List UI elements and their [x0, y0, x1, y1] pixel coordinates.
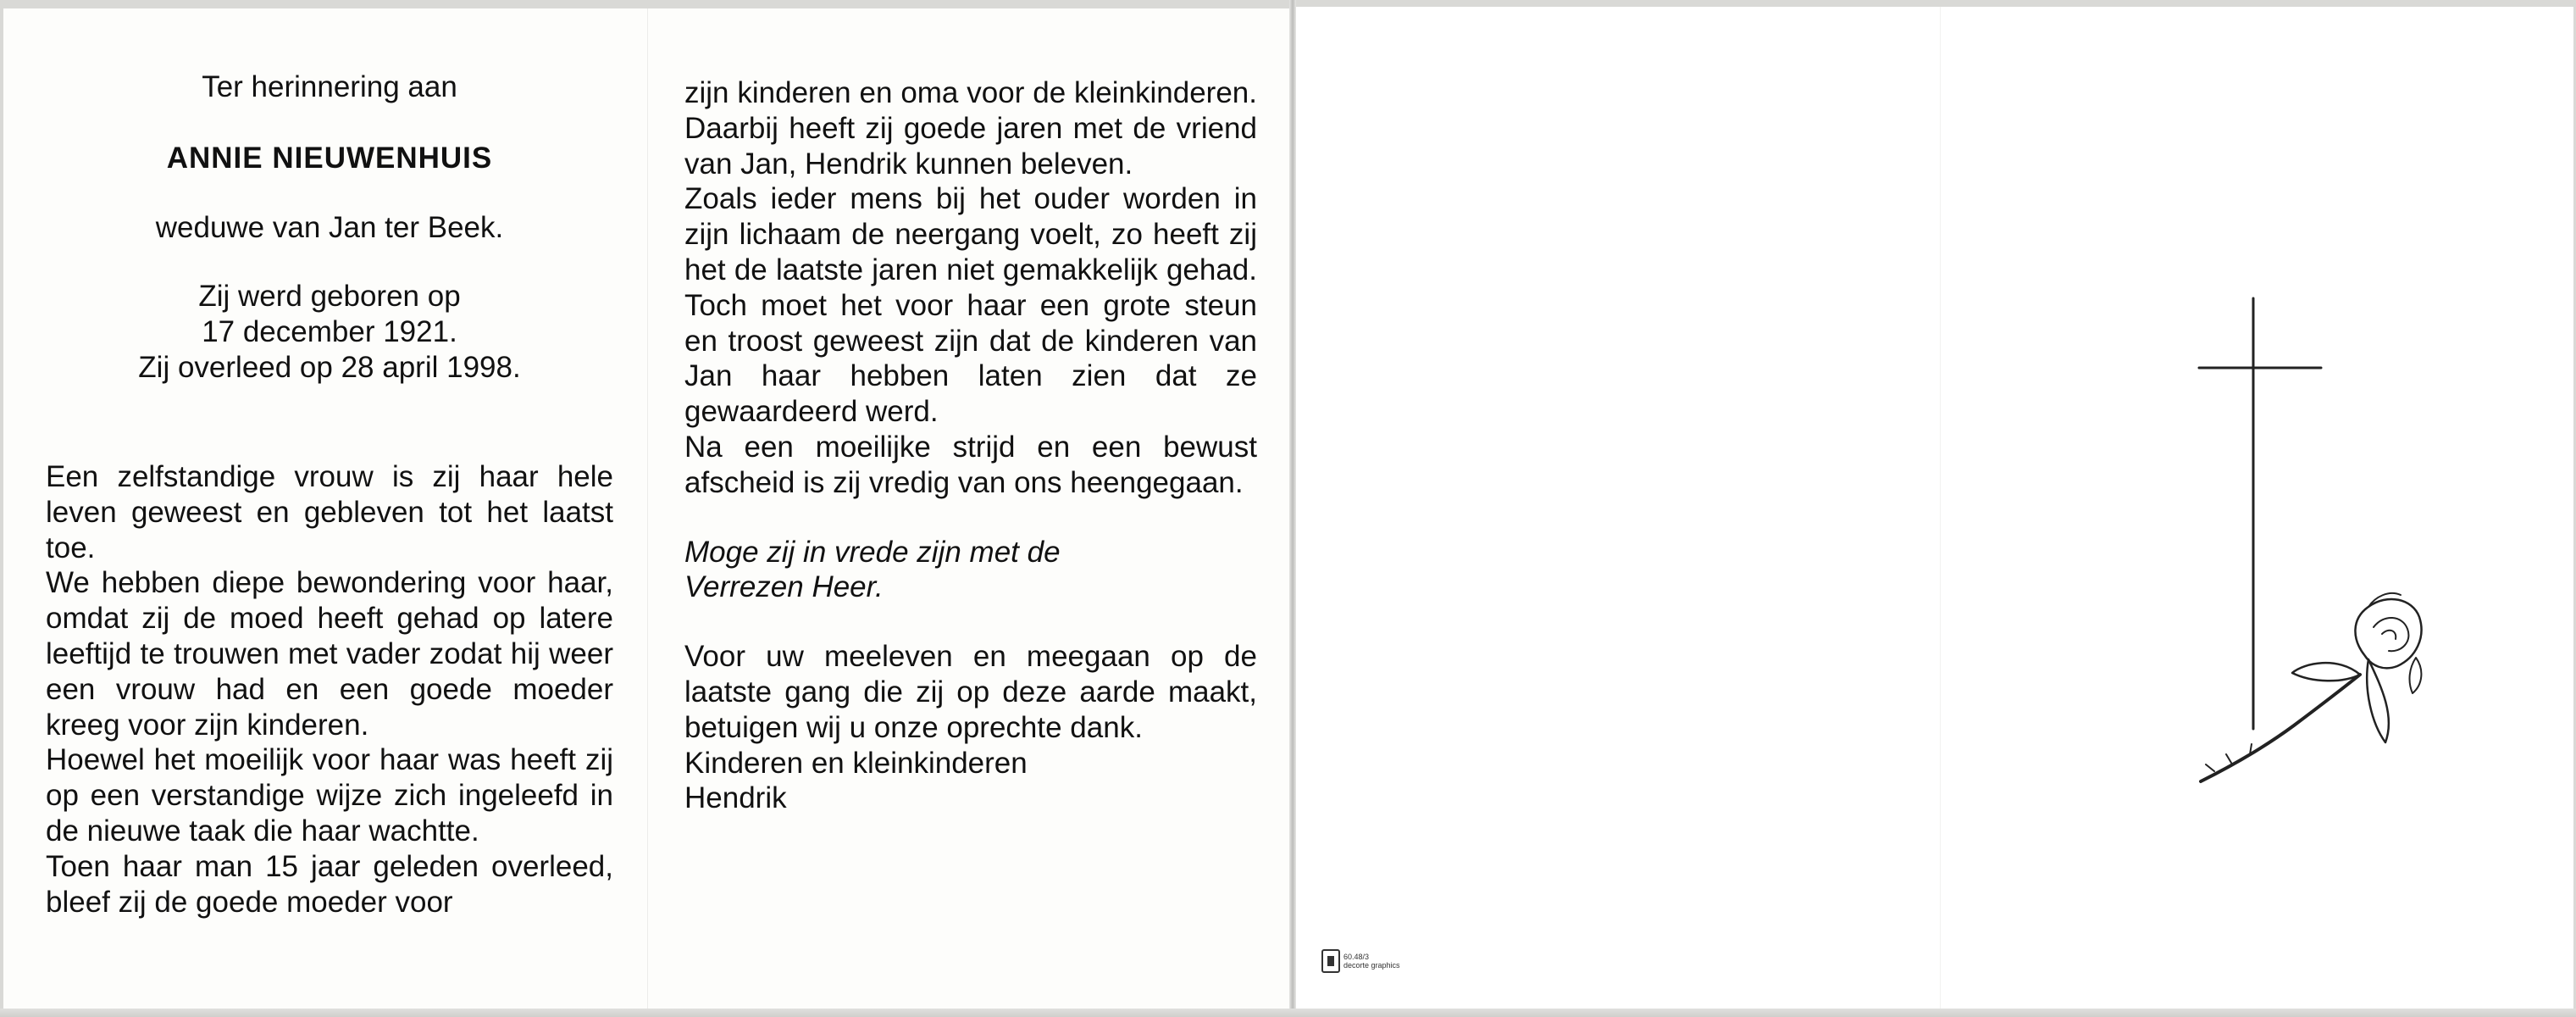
deceased-name: ANNIE NIEUWENHUIS — [166, 141, 493, 175]
intro-heading: Ter herinnering aan — [202, 70, 457, 103]
signature-line: Hendrik — [684, 781, 787, 815]
cross-with-rose-icon — [2194, 292, 2423, 800]
logo-text — [1343, 953, 1400, 970]
signature-line: Kinderen en kleinkinderen — [684, 746, 1028, 780]
birth-date: 17 december 1921. — [202, 315, 457, 349]
logo-code: 60.48/3 — [1343, 953, 1370, 961]
logo-brand: decorte graphics — [1343, 961, 1400, 970]
paragraph: Toen haar man 15 jaar geleden overleed, bleef zij de goede moeder voor — [46, 849, 613, 919]
prayer-line: Moge zij in vrede zijn met de — [684, 535, 1061, 569]
right-body-text — [684, 75, 1257, 816]
printer-logo — [1321, 949, 1400, 973]
prayer-line: Verrezen Heer. — [684, 570, 884, 604]
paragraph: Zoals ieder mens bij het ouder worden in zijn lichaam de neergang voelt, zo heeft zij het de laatste jaren niet gemakkelijk gehad. Toch moet het voor haar een grote steun en troost geweest zijn dat de kinderen van Jan haar hebben laten zien dat ze gewaardeerd werd. — [684, 182, 1257, 429]
prayer-block — [684, 535, 1257, 606]
rose-leaf — [2292, 663, 2360, 681]
card-fold-line — [1940, 7, 1941, 1012]
card-bottom-edge — [0, 1009, 2576, 1017]
paragraph: zijn kinderen en oma voor de kleinkinderen. Daarbij heeft zij goede jaren met de vriend van Jan, Hendrik kunnen beleven. — [684, 76, 1257, 181]
card-divider — [1289, 0, 1296, 1017]
inner-card — [3, 8, 1291, 1009]
rose-bloom — [2355, 599, 2421, 668]
logo-mark-icon — [1321, 949, 1340, 973]
rose-leaf — [2367, 659, 2389, 742]
rose-stem — [2201, 675, 2360, 781]
birth-line: Zij werd geboren op — [198, 280, 461, 314]
paragraph: Een zelfstandige vrouw is zij haar hele leven geweest en gebleven tot het laatst toe. — [46, 460, 613, 564]
card-fold-line — [647, 8, 648, 1009]
paragraph: We hebben diepe bewondering voor haar, omdat zij de moed heeft gehad op latere leeftijd te trouwen met vader zodat hij weer een vrouw had en een goede moeder kreeg voor zijn kinderen. — [46, 566, 613, 742]
paragraph: Na een moeilijke strijd en een bewust afscheid is zij vredig van ons heengegaan. — [684, 430, 1257, 499]
left-body-text — [46, 459, 613, 920]
thanks-text: Voor uw meeleven en meegaan op de laatste gang die zij op deze aarde maakt, betuigen wij u onze oprechte dank. — [684, 640, 1257, 744]
widow-line: weduwe van Jan ter Beek. — [155, 210, 504, 244]
paragraph: Hoewel het moeilijk voor haar was heeft zij op een verstandige wijze zich ingeleefd in de nieuwe taak die haar wachtte. — [46, 743, 613, 848]
intro-block — [46, 69, 613, 386]
death-line: Zij overleed op 28 april 1998. — [138, 350, 521, 384]
